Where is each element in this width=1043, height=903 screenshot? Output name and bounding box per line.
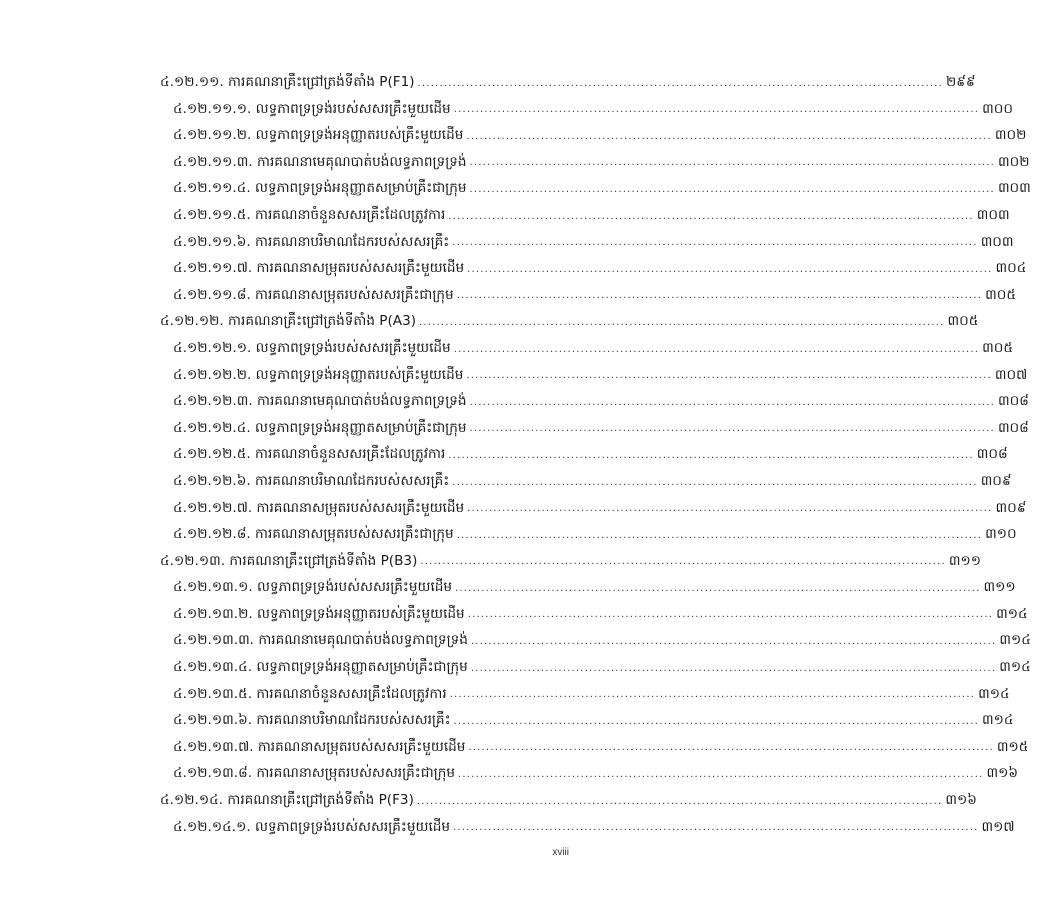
toc-entry[interactable] <box>0 675 1010 702</box>
toc-leader-dots: ........................................................................................................................ <box>456 529 983 541</box>
toc-entry[interactable] <box>0 781 977 809</box>
toc-leader-dots: ........................................................................................................................ <box>452 237 978 249</box>
toc-entry-page: ៣០៨ <box>976 446 1008 463</box>
toc-leader-dots: ........................................................................................................................ <box>469 157 995 169</box>
toc-leader-dots: ........................................................................................................................ <box>467 263 993 275</box>
toc-entry[interactable] <box>0 754 1018 782</box>
toc-entry-page: ៣១១ <box>983 579 1016 596</box>
toc-leader-dots: ........................................................................................................................ <box>449 689 976 701</box>
toc-entry-page: ៣០០ <box>982 100 1014 117</box>
toc-entry-title: ៤.១២.១១. ការគណនាគ្រឹះជ្រៅត្រង់ទីតាំង P(F1) <box>160 74 415 90</box>
toc-leader-dots: ........................................................................................................................ <box>453 715 980 727</box>
toc-entry[interactable] <box>0 116 1027 144</box>
toc-entry-title: ៤.១២.១២.៨. ការគណនាសម្រុតរបស់សសរគ្រឹះជាក្រុម <box>173 526 454 543</box>
toc-entry-title: ៤.១២.១២. ការគណនាគ្រឹះជ្រៅត្រង់ទីតាំង P(A3) <box>160 313 417 330</box>
toc-entry[interactable] <box>0 808 1015 835</box>
toc-entry-title: ៤.១២.១៣.៥. ការគណនាចំនួនសសរគ្រឹះដែលត្រូវការ <box>173 685 447 702</box>
toc-entry-title: ៤.១២.១១.៥. ការគណនាចំនួនសសរគ្រឹះដែលត្រូវការ <box>173 206 446 223</box>
toc-entry-title: ៤.១២.១២.១. លទ្ធភាពទ្រទ្រង់របស់សសរគ្រឹះមួយដើម <box>173 339 451 356</box>
toc-entry-page: ៣១៤ <box>982 712 1014 729</box>
toc-entry[interactable] <box>0 276 1016 303</box>
toc-entry[interactable] <box>0 223 1014 250</box>
toc-entry[interactable] <box>0 409 1029 436</box>
toc-leader-dots: ........................................................................................................................ <box>419 316 945 328</box>
toc-leader-dots: ........................................................................................................................ <box>456 290 983 302</box>
toc-entry-title: ៤.១២.១២.២. លទ្ធភាពទ្រទ្រង់អនុញ្ញាតរបស់គ្រឹះមួយដើម <box>173 366 464 383</box>
toc-entry[interactable] <box>0 462 1012 489</box>
toc-entry-page: ៣១៤ <box>999 632 1031 649</box>
toc-entry-page: ៣១១ <box>948 552 982 569</box>
toc-entry-title: ៤.១២.១៣.៤. លទ្ធភាពទ្រទ្រង់អនុញ្ញាតសម្រាប់គ្រឹះជាក្រុម <box>173 659 468 676</box>
toc-entry-title: ៤.១២.១១.៣. ការគណនាមេគុណបាត់បង់លទ្ធភាពទ្រទ្រង់ <box>173 153 467 170</box>
toc-entry-page: ៣១៤ <box>999 659 1031 676</box>
toc-entry-page: ៣០៥ <box>985 286 1016 303</box>
toc-leader-dots: ........................................................................................................................ <box>469 183 995 195</box>
toc-entry-page: ៣០៩ <box>995 499 1027 516</box>
toc-entry-page: ៣០៤ <box>995 260 1027 277</box>
toc-entry[interactable] <box>0 382 1029 410</box>
toc-entry-title: ៤.១២.១៣.៦. ការគណនាបរិមាណដែករបស់សសរគ្រឹះ <box>173 712 451 729</box>
toc-entry[interactable] <box>0 90 1014 117</box>
toc-entry[interactable] <box>0 356 1028 383</box>
toc-leader-dots: ........................................................................................................................ <box>453 104 980 116</box>
toc-leader-dots: ........................................................................................................................ <box>469 396 995 408</box>
toc-entry-page: ៣០៣ <box>980 233 1014 250</box>
table-of-contents <box>0 63 1031 835</box>
toc-entry-title: ៤.១២.១៣.២. លទ្ធភាពទ្រទ្រង់អនុញ្ញាតរបស់គ្រឹះមួយដើម <box>173 605 465 622</box>
toc-entry-title: ៤.១២.១២.៣. ការគណនាមេគុណបាត់បង់លទ្ធភាពទ្រទ្រង់ <box>173 393 467 410</box>
toc-entry-page: ៣០៨ <box>997 419 1029 436</box>
toc-entry-page: ៣១៦ <box>986 765 1018 782</box>
toc-leader-dots: ........................................................................................................................ <box>466 130 992 142</box>
toc-entry-title: ៤.១២.១៤. ការគណនាគ្រឹះជ្រៅត្រង់ទីតាំង P(F3) <box>160 792 414 809</box>
toc-entry[interactable] <box>0 63 976 90</box>
toc-entry[interactable] <box>0 169 1031 197</box>
toc-leader-dots: ........................................................................................................................ <box>453 822 979 834</box>
toc-entry[interactable] <box>0 701 1014 729</box>
toc-entry-page: ៣០២ <box>998 153 1030 170</box>
toc-entry-title: ៤.១២.១៣.៧. ការគណនាសម្រុតរបស់សសរគ្រឹះមួយដើម <box>173 738 466 755</box>
toc-entry[interactable] <box>0 329 1014 356</box>
toc-leader-dots: ........................................................................................................................ <box>469 423 995 435</box>
toc-entry-title: ៤.១២.១១.៤. លទ្ធភាពទ្រទ្រង់អនុញ្ញាតសម្រាប់គ្រឹះជាក្រុម <box>173 180 467 197</box>
toc-leader-dots: ........................................................................................................................ <box>416 795 943 807</box>
toc-entry[interactable] <box>0 568 1016 596</box>
toc-entry[interactable] <box>0 542 982 569</box>
toc-entry-page: ៣០៨ <box>998 393 1029 410</box>
toc-leader-dots: ........................................................................................................................ <box>466 370 992 382</box>
toc-entry-title: ៤.១២.១៣. ការគណនាគ្រឹះជ្រៅត្រង់ទីតាំង P(B3) <box>160 552 418 569</box>
toc-leader-dots: ........................................................................................................................ <box>468 742 994 754</box>
page-number-footer: xviii <box>552 847 569 858</box>
toc-entry-title: ៤.១២.១១.៦. ការគណនាបរិមាណដែករបស់សសរគ្រឹះ <box>173 233 450 250</box>
toc-leader-dots: ........................................................................................................................ <box>453 343 980 355</box>
toc-entry[interactable] <box>0 489 1027 516</box>
toc-entry[interactable] <box>0 302 979 330</box>
toc-entry-title: ៤.១២.១២.៦. ការគណនាបរិមាណដែករបស់សសរគ្រឹះ <box>173 472 450 489</box>
toc-entry-title: ៤.១២.១១.២. លទ្ធភាពទ្រទ្រង់អនុញ្ញាតរបស់គ្រឹះមួយដើម <box>173 127 464 144</box>
toc-entry-title: ៤.១២.១៣.១. លទ្ធភាពទ្រទ្រង់របស់សសរគ្រឹះមួយដើម <box>173 579 453 596</box>
toc-entry-page: ៣០៣ <box>976 206 1010 223</box>
toc-leader-dots: ........................................................................................................................ <box>417 77 943 89</box>
toc-entry-title: ៤.១២.១១.៨. ការគណនាសម្រុតរបស់សសរគ្រឹះជាក្រុម <box>173 286 454 303</box>
toc-entry[interactable] <box>0 595 1028 622</box>
toc-leader-dots: ........................................................................................................................ <box>470 662 997 674</box>
toc-entry-title: ៤.១២.១៤.១. លទ្ធភាពទ្រទ្រង់របស់សសរគ្រឹះមួយដើម <box>173 818 451 835</box>
toc-entry-page: ៣១៧ <box>981 818 1015 835</box>
toc-entry-page: ៣០៥ <box>982 339 1014 356</box>
toc-entry-page: ៣១៤ <box>978 685 1010 702</box>
toc-entry-title: ៤.១២.១២.៤. លទ្ធភាពទ្រទ្រង់អនុញ្ញាតសម្រាប់គ្រឹះជាក្រុម <box>173 419 467 436</box>
toc-leader-dots: ........................................................................................................................ <box>455 582 981 594</box>
toc-entry[interactable] <box>0 515 1017 543</box>
toc-leader-dots: ........................................................................................................................ <box>467 609 994 621</box>
toc-entry[interactable] <box>0 143 1030 170</box>
toc-entry-page: ៣០៣ <box>997 180 1031 197</box>
toc-entry-page: ៣១៦ <box>945 792 977 809</box>
toc-entry[interactable] <box>0 435 1008 463</box>
toc-entry-page: ៣១៥ <box>996 738 1029 755</box>
toc-entry-title: ៤.១២.១១.៧. ការគណនាសម្រុតរបស់សសរគ្រឹះមួយដើម <box>173 260 465 277</box>
toc-entry-page: ៣០៥ <box>947 313 979 330</box>
toc-entry-title: ៤.១២.១៣.៣. ការគណនាមេគុណបាត់បង់លទ្ធភាពទ្រទ្រង់ <box>173 632 468 649</box>
toc-entry-title: ៤.១២.១១.១. លទ្ធភាពទ្រទ្រង់របស់សសរគ្រឹះមួយដើម <box>173 100 451 117</box>
toc-entry-page: ៣១០ <box>985 526 1017 543</box>
toc-entry-title: ៤.១២.១៣.៨. ការគណនាសម្រុតរបស់សសរគ្រឹះជាក្រុម <box>173 765 455 782</box>
toc-entry[interactable] <box>0 249 1027 277</box>
toc-entry-page: ៣១៤ <box>996 605 1028 622</box>
toc-entry-page: ៣០៩ <box>980 472 1012 489</box>
toc-entry-page: ៣០២ <box>994 127 1027 144</box>
toc-leader-dots: ........................................................................................................................ <box>420 556 946 568</box>
toc-leader-dots: ........................................................................................................................ <box>448 210 974 222</box>
toc-leader-dots: ........................................................................................................................ <box>470 636 997 648</box>
toc-entry-title: ៤.១២.១២.៥. ការគណនាចំនួនសសរគ្រឹះដែលត្រូវការ <box>173 446 446 463</box>
toc-entry-page: ២៩៩ <box>946 74 976 90</box>
toc-leader-dots: ........................................................................................................................ <box>448 449 974 461</box>
toc-leader-dots: ........................................................................................................................ <box>452 476 978 488</box>
toc-entry[interactable] <box>0 728 1029 755</box>
toc-leader-dots: ........................................................................................................................ <box>458 769 984 781</box>
toc-entry[interactable] <box>0 648 1031 676</box>
toc-leader-dots: ........................................................................................................................ <box>467 503 993 515</box>
toc-entry-title: ៤.១២.១២.៧. ការគណនាសម្រុតរបស់សសរគ្រឹះមួយដើម <box>173 499 465 516</box>
toc-entry-page: ៣០៧ <box>994 366 1028 383</box>
toc-entry[interactable] <box>0 621 1031 649</box>
toc-entry[interactable] <box>0 196 1010 223</box>
